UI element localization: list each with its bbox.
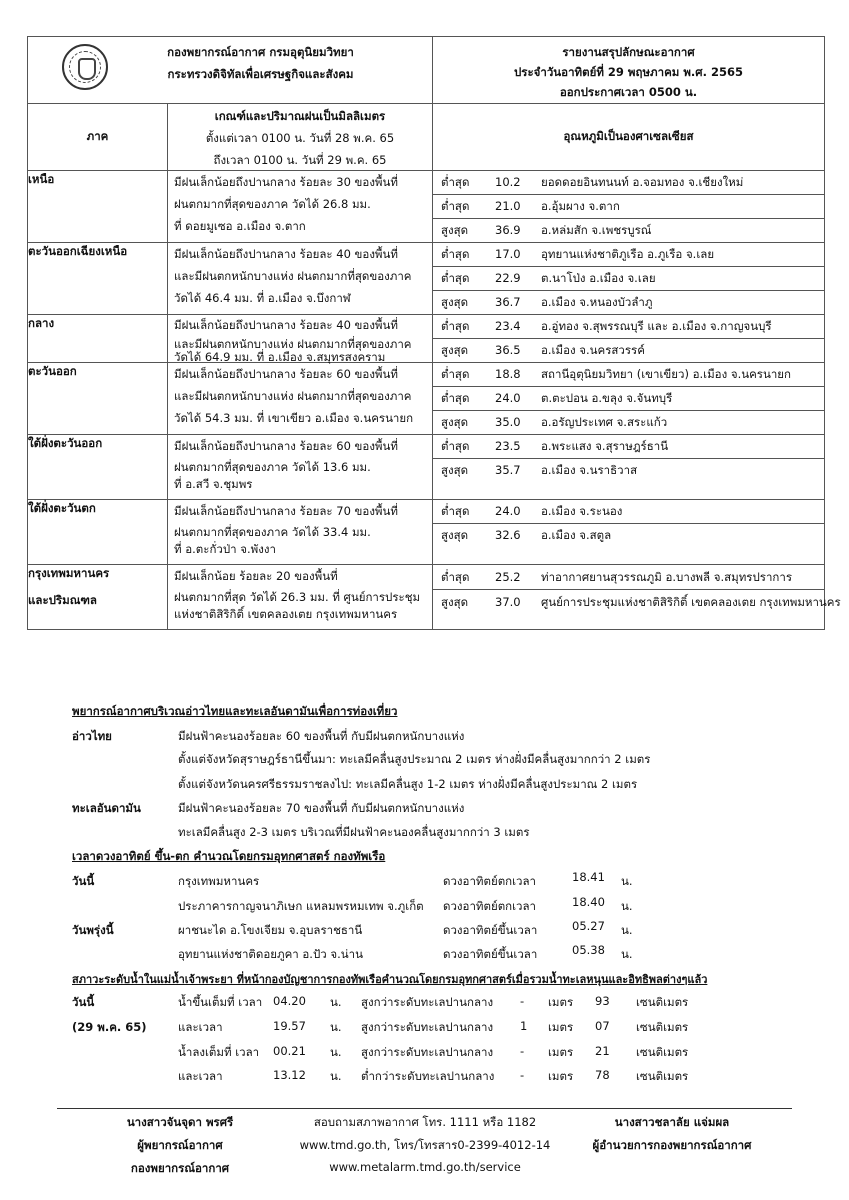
region-row (28, 171, 825, 243)
tide-cm: 93 (595, 994, 610, 1008)
rain-line: แห่งชาติสิริกิติ์ เขตคลองเตย กรุงเทพมหานคร (174, 607, 398, 621)
tide-label: และเวลา (178, 1020, 223, 1034)
temp-label: ต่ำสุด (441, 391, 470, 405)
tide-cm: 07 (595, 1019, 610, 1033)
region-name: ใต้ฝั่งตะวันออก (28, 435, 168, 500)
report-title: รายงานสรุปลักษณะอากาศ (562, 45, 695, 59)
sun-unit: น. (621, 947, 633, 961)
temp-value: 23.5 (495, 439, 521, 453)
rain-line: ที่ อ.ตะกั่วป่า จ.พังงา (174, 542, 276, 556)
col-header-temp: อุณหภูมิเป็นองศาเซลเซียส (433, 104, 825, 171)
temp-station: อ.เมือง จ.นราธิวาส (541, 463, 638, 477)
temp-cell (433, 171, 825, 243)
andaman-line: มีฝนฟ้าคะนองร้อยละ 70 ของพื้นที่ กับมีฝนตกหนักบางแห่ง (178, 801, 465, 815)
temp-row (433, 171, 824, 195)
temp-value: 22.9 (495, 271, 521, 285)
temp-value: 23.4 (495, 319, 521, 333)
gulf-line: มีฝนฟ้าคะนองร้อยละ 60 ของพื้นที่ กับมีฝนตกหนักบางแห่ง (178, 729, 465, 743)
region-name-line2: และปริมณฑล (28, 593, 97, 607)
temp-station: ต.นาโป่ง อ.เมือง จ.เลย (541, 271, 656, 285)
temp-station: ต.ตะปอน อ.ขลุง จ.จันทบุรี (541, 391, 673, 405)
rain-cell (168, 363, 433, 435)
temp-label: ต่ำสุด (441, 504, 470, 518)
temp-row (433, 565, 824, 590)
rain-line: และมีฝนตกหนักบางแห่ง ฝนตกมากที่สุดของภาค (174, 389, 412, 403)
temp-row (433, 459, 824, 482)
marine-title: พยากรณ์อากาศบริเวณอ่าวไทยและทะเลอันดามันเพื่อการท่องเที่ยว (72, 704, 398, 718)
temp-station: ท่าอากาศยานสุวรรณภูมิ อ.บางพลี จ.สมุทรปราการ (541, 570, 792, 584)
tide-label: น้ำขึ้นเต็มที่ เวลา (178, 995, 263, 1009)
rain-line: ที่ อ.สวี จ.ชุมพร (174, 477, 253, 491)
temp-label: สูงสุด (441, 528, 469, 542)
tide-m: - (520, 1044, 525, 1058)
temp-station: อ.หล่มสัก จ.เพชรบูรณ์ (541, 223, 652, 237)
temp-value: 35.7 (495, 463, 521, 477)
tide-m-unit: เมตร (548, 1069, 574, 1083)
sun-time: 18.40 (572, 895, 605, 909)
temp-value: 32.6 (495, 528, 521, 542)
temp-row (433, 219, 824, 242)
temp-label: สูงสุด (441, 415, 469, 429)
tide-m: - (520, 1068, 525, 1082)
sun-unit: น. (621, 899, 633, 913)
col-header-region: ภาค (28, 104, 168, 171)
tide-time: 00.21 (273, 1044, 306, 1058)
sun-place: กรุงเทพมหานคร (178, 874, 260, 888)
temp-station: สถานีอุตุนิยมวิทยา (เขาเขียว) อ.เมือง จ.นครนายก (541, 367, 792, 381)
tide-label: น้ำลงเต็มที่ เวลา (178, 1045, 260, 1059)
temp-label: ต่ำสุด (441, 175, 470, 189)
sun-place: ประภาคารกาญจนาภิเษก แหลมพรหมเทพ จ.ภูเก็ต (178, 899, 424, 913)
rain-line: ฝนตกมากที่สุดของภาค วัดได้ 13.6 มม. (174, 460, 371, 474)
temp-cell (433, 363, 825, 435)
andaman-label: ทะเลอันดามัน (72, 801, 141, 815)
rain-line: มีฝนเล็กน้อยถึงปานกลาง ร้อยละ 60 ของพื้นที่ (174, 367, 398, 381)
tide-unit: น. (330, 1020, 342, 1034)
temp-station: อ.เมือง จ.หนองบัวลำภู (541, 295, 653, 309)
temp-value: 21.0 (495, 199, 521, 213)
rain-line: วัดได้ 64.9 มม. ที่ อ.เมือง จ.สมุทรสงคราม (174, 350, 386, 364)
tide-cm-unit: เซนติเมตร (636, 1069, 689, 1083)
tide-unit: น. (330, 995, 342, 1009)
sun-day: วันนี้ (72, 874, 95, 888)
temp-label: ต่ำสุด (441, 199, 470, 213)
tide-m-unit: เมตร (548, 1020, 574, 1034)
temp-row (433, 590, 841, 614)
gulf-line: ตั้งแต่จังหวัดสุราษฎร์ธานีขึ้นมา: ทะเลมีคลื่นสูงประมาณ 2 เมตร ห่างฝั่งมีคลื่นสูงมากกว่า 2 เมตร (178, 752, 651, 766)
temp-value: 17.0 (495, 247, 521, 261)
temp-label: ต่ำสุด (441, 439, 470, 453)
rain-cell (168, 565, 433, 630)
region-row (28, 315, 825, 363)
rain-line: มีฝนเล็กน้อยถึงปานกลาง ร้อยละ 40 ของพื้นที่ (174, 247, 398, 261)
report-time: ออกประกาศเวลา 0500 น. (559, 85, 698, 99)
tide-cm-unit: เซนติเมตร (636, 1045, 689, 1059)
region-name: กรุงเทพมหานคร (28, 566, 110, 580)
footer-divider (57, 1108, 792, 1109)
temp-row (433, 267, 824, 291)
temp-row (433, 411, 824, 434)
rain-line: มีฝนเล็กน้อยถึงปานกลาง ร้อยละ 60 ของพื้นที่ (174, 439, 398, 453)
region-name: ตะวันออกเฉียงเหนือ (28, 243, 168, 315)
temp-cell (433, 315, 825, 363)
tide-unit: น. (330, 1045, 342, 1059)
temp-value: 24.0 (495, 391, 521, 405)
gulf-line: ตั้งแต่จังหวัดนครศรีธรรมราชลงไป: ทะเลมีคลื่นสูง 1-2 เมตร ห่างฝั่งมีคลื่นสูงประมาณ 2 เมตร (178, 777, 638, 791)
rain-line: วัดได้ 54.3 มม. ที่ เขาเขียว อ.เมือง จ.นครนายก (174, 411, 414, 425)
header-left-cell (28, 37, 433, 104)
temp-row (433, 291, 824, 314)
temp-value: 36.7 (495, 295, 521, 309)
temp-row (433, 195, 824, 219)
weather-summary-table (27, 36, 841, 630)
region-name: เหนือ (28, 171, 168, 243)
temp-label: สูงสุด (441, 343, 469, 357)
temp-value: 36.5 (495, 343, 521, 357)
rain-line: มีฝนเล็กน้อยถึงปานกลาง ร้อยละ 30 ของพื้นที่ (174, 175, 398, 189)
temp-row (433, 524, 824, 547)
tide-cm-unit: เซนติเมตร (636, 995, 689, 1009)
region-row (28, 435, 825, 500)
temp-station: อ.อุ้มผาง จ.ตาก (541, 199, 620, 213)
rain-line: มีฝนเล็กน้อยถึงปานกลาง ร้อยละ 40 ของพื้นที่ (174, 318, 398, 332)
sun-unit: น. (621, 923, 633, 937)
sun-place: อุทยานแห่งชาติดอยภูคา อ.ปัว จ.น่าน (178, 947, 363, 961)
tide-desc: สูงกว่าระดับทะเลปานกลาง (361, 995, 494, 1009)
temp-row (433, 500, 824, 524)
region-row (28, 243, 825, 315)
temp-value: 18.8 (495, 367, 521, 381)
rain-line: ฝนตกมากที่สุดของภาค วัดได้ 33.4 มม. (174, 525, 371, 539)
sun-time: 18.41 (572, 870, 605, 884)
temp-label: สูงสุด (441, 595, 469, 609)
temp-station: อุทยานแห่งชาติภูเรือ อ.ภูเรือ จ.เลย (541, 247, 715, 261)
temp-station: อ.เมือง จ.สตูล (541, 528, 612, 542)
tide-cm-unit: เซนติเมตร (636, 1020, 689, 1034)
region-name: ตะวันออก (28, 363, 168, 435)
sun-event: ดวงอาทิตย์ขึ้นเวลา (443, 947, 538, 961)
rain-cell (168, 435, 433, 500)
contact-phone: สอบถามสภาพอากาศ โทร. 1111 หรือ 1182 (313, 1115, 537, 1129)
col-header-rain (168, 104, 433, 171)
sun-time: 05.38 (572, 943, 605, 957)
temp-value: 35.0 (495, 415, 521, 429)
region-name: กลาง (28, 315, 168, 363)
sun-title: เวลาดวงอาทิตย์ ขึ้น-ตก คำนวณโดยกรมอุทกศาสตร์ กองทัพเรือ (72, 849, 386, 863)
temp-row (433, 387, 824, 411)
region-name: ใต้ฝั่งตะวันตก (28, 500, 168, 565)
sun-event: ดวงอาทิตย์ตกเวลา (443, 874, 537, 888)
director-role: ผู้อำนวยการกองพยากรณ์อากาศ (592, 1138, 752, 1152)
rain-line: ฝนตกมากที่สุด วัดได้ 26.3 มม. ที่ ศูนย์การประชุม (174, 590, 421, 604)
tide-time: 13.12 (273, 1068, 306, 1082)
temp-row (433, 363, 824, 387)
tide-cm: 78 (595, 1068, 610, 1082)
tide-unit: น. (330, 1069, 342, 1083)
report-date: ประจำวันอาทิตย์ที่ 29 พฤษภาคม พ.ศ. 2565 (514, 65, 743, 79)
region-row (28, 500, 825, 565)
tide-date: (29 พ.ค. 65) (72, 1020, 147, 1034)
director-name: นางสาวชลาลัย แจ่มผล (614, 1115, 730, 1129)
temp-label: สูงสุด (441, 463, 469, 477)
rain-line: ฝนตกมากที่สุดของภาค วัดได้ 26.8 มม. (174, 197, 371, 211)
rain-cell (168, 315, 433, 363)
temp-station: ศูนย์การประชุมแห่งชาติสิริกิติ์ เขตคลองเตย กรุงเทพมหานคร (541, 595, 841, 609)
tide-m: - (520, 994, 525, 1008)
rain-line: วัดได้ 46.4 มม. ที่ อ.เมือง จ.บึงกาฬ (174, 291, 351, 305)
temp-row (433, 435, 824, 459)
rain-from: ตั้งแต่เวลา 0100 น. วันที่ 28 พ.ค. 65 (205, 131, 395, 145)
region-row (28, 363, 825, 435)
tide-label: และเวลา (178, 1069, 223, 1083)
sun-place: ผาชนะได อ.โขงเจียม จ.อุบลราชธานี (178, 923, 363, 937)
temp-station: อ.พระแสง จ.สุราษฎร์ธานี (541, 439, 669, 453)
rain-to: ถึงเวลา 0100 น. วันที่ 29 พ.ค. 65 (213, 153, 387, 167)
tide-desc: สูงกว่าระดับทะเลปานกลาง (361, 1020, 494, 1034)
rain-line: และมีฝนตกหนักบางแห่ง ฝนตกมากที่สุดของภาค (174, 269, 412, 283)
temp-label: สูงสุด (441, 223, 469, 237)
temp-label: สูงสุด (441, 295, 469, 309)
temp-value: 10.2 (495, 175, 521, 189)
temp-row (433, 315, 824, 339)
rain-line: และมีฝนตกหนักบางแห่ง ฝนตกมากที่สุดของภาค (174, 337, 412, 351)
gulf-label: อ่าวไทย (72, 729, 112, 743)
tide-time: 04.20 (273, 994, 306, 1008)
forecaster-name: นางสาวจันจุดา พรศรี (126, 1115, 234, 1129)
temp-cell (433, 243, 825, 315)
region-name-cell (28, 565, 168, 630)
temp-row (433, 243, 824, 267)
tide-cm: 21 (595, 1044, 610, 1058)
forecaster-role: ผู้พยากรณ์อากาศ (137, 1138, 223, 1152)
sun-day: วันพรุ่งนี้ (72, 923, 114, 937)
rain-cell (168, 243, 433, 315)
rain-cell (168, 500, 433, 565)
dept-line2: กระทรวงดิจิทัลเพื่อเศรษฐกิจและสังคม (167, 67, 354, 81)
region-row (28, 565, 825, 630)
contact-web: www.tmd.go.th, โทร/โทรสาร0-2399-4012-14 (299, 1138, 551, 1152)
andaman-line: ทะเลมีคลื่นสูง 2-3 เมตร บริเวณที่มีฝนฟ้าคะนองคลื่นสูงมากกว่า 3 เมตร (178, 825, 530, 839)
temp-cell (433, 435, 825, 500)
temp-label: ต่ำสุด (441, 570, 470, 584)
temp-station: อ.อรัญประเทศ จ.สระแก้ว (541, 415, 668, 429)
sun-time: 05.27 (572, 919, 605, 933)
tide-title: สภาวะระดับน้ำในแม่น้ำเจ้าพระยา ที่หน้ากองบัญชาการกองทัพเรือคำนวณโดยกรมอุทกศาสตร์เมื่อรวมน้ำทะเลหนุนและอิทธิพลต่างๆแล้ว (72, 973, 708, 986)
sun-unit: น. (621, 874, 633, 888)
temp-station: อ.อู่ทอง จ.สุพรรณบุรี และ อ.เมือง จ.กาญจนบุรี (541, 319, 772, 333)
temp-label: ต่ำสุด (441, 367, 470, 381)
temp-value: 36.9 (495, 223, 521, 237)
temp-station: ยอดดอยอินทนนท์ อ.จอมทอง จ.เชียงใหม่ (541, 175, 744, 189)
temp-value: 24.0 (495, 504, 521, 518)
rain-line: มีฝนเล็กน้อยถึงปานกลาง ร้อยละ 70 ของพื้นที่ (174, 504, 398, 518)
rain-line: ที่ ดอยมูเซอ อ.เมือง จ.ตาก (174, 219, 306, 233)
sun-event: ดวงอาทิตย์ตกเวลา (443, 899, 537, 913)
rain-title: เกณฑ์และปริมาณฝนเป็นมิลลิเมตร (214, 109, 386, 123)
header-right-cell (433, 37, 825, 104)
tide-desc: ต่ำกว่าระดับทะเลปานกลาง (361, 1069, 495, 1083)
sun-event: ดวงอาทิตย์ขึ้นเวลา (443, 923, 538, 937)
temp-row (433, 339, 824, 362)
temp-value: 25.2 (495, 570, 521, 584)
tide-time: 19.57 (273, 1019, 306, 1033)
contact-service-url: www.metalarm.tmd.go.th/service (329, 1160, 521, 1174)
temp-label: ต่ำสุด (441, 247, 470, 261)
temp-cell (433, 565, 841, 630)
rain-cell (168, 171, 433, 243)
temp-station: อ.เมือง จ.นครสวรรค์ (541, 343, 645, 357)
tide-m-unit: เมตร (548, 1045, 574, 1059)
temp-value: 37.0 (495, 595, 521, 609)
tide-m: 1 (520, 1019, 528, 1033)
temp-station: อ.เมือง จ.ระนอง (541, 504, 623, 518)
temp-label: ต่ำสุด (441, 319, 470, 333)
tide-day: วันนี้ (72, 995, 95, 1009)
forecaster-dept: กองพยากรณ์อากาศ (130, 1161, 230, 1175)
rain-line: มีฝนเล็กน้อย ร้อยละ 20 ของพื้นที่ (174, 569, 338, 583)
temp-cell (433, 500, 825, 565)
dept-line1: กองพยากรณ์อากาศ กรมอุตุนิยมวิทยา (167, 45, 354, 59)
temp-label: ต่ำสุด (441, 271, 470, 285)
tide-desc: สูงกว่าระดับทะเลปานกลาง (361, 1045, 494, 1059)
tide-m-unit: เมตร (548, 995, 574, 1009)
